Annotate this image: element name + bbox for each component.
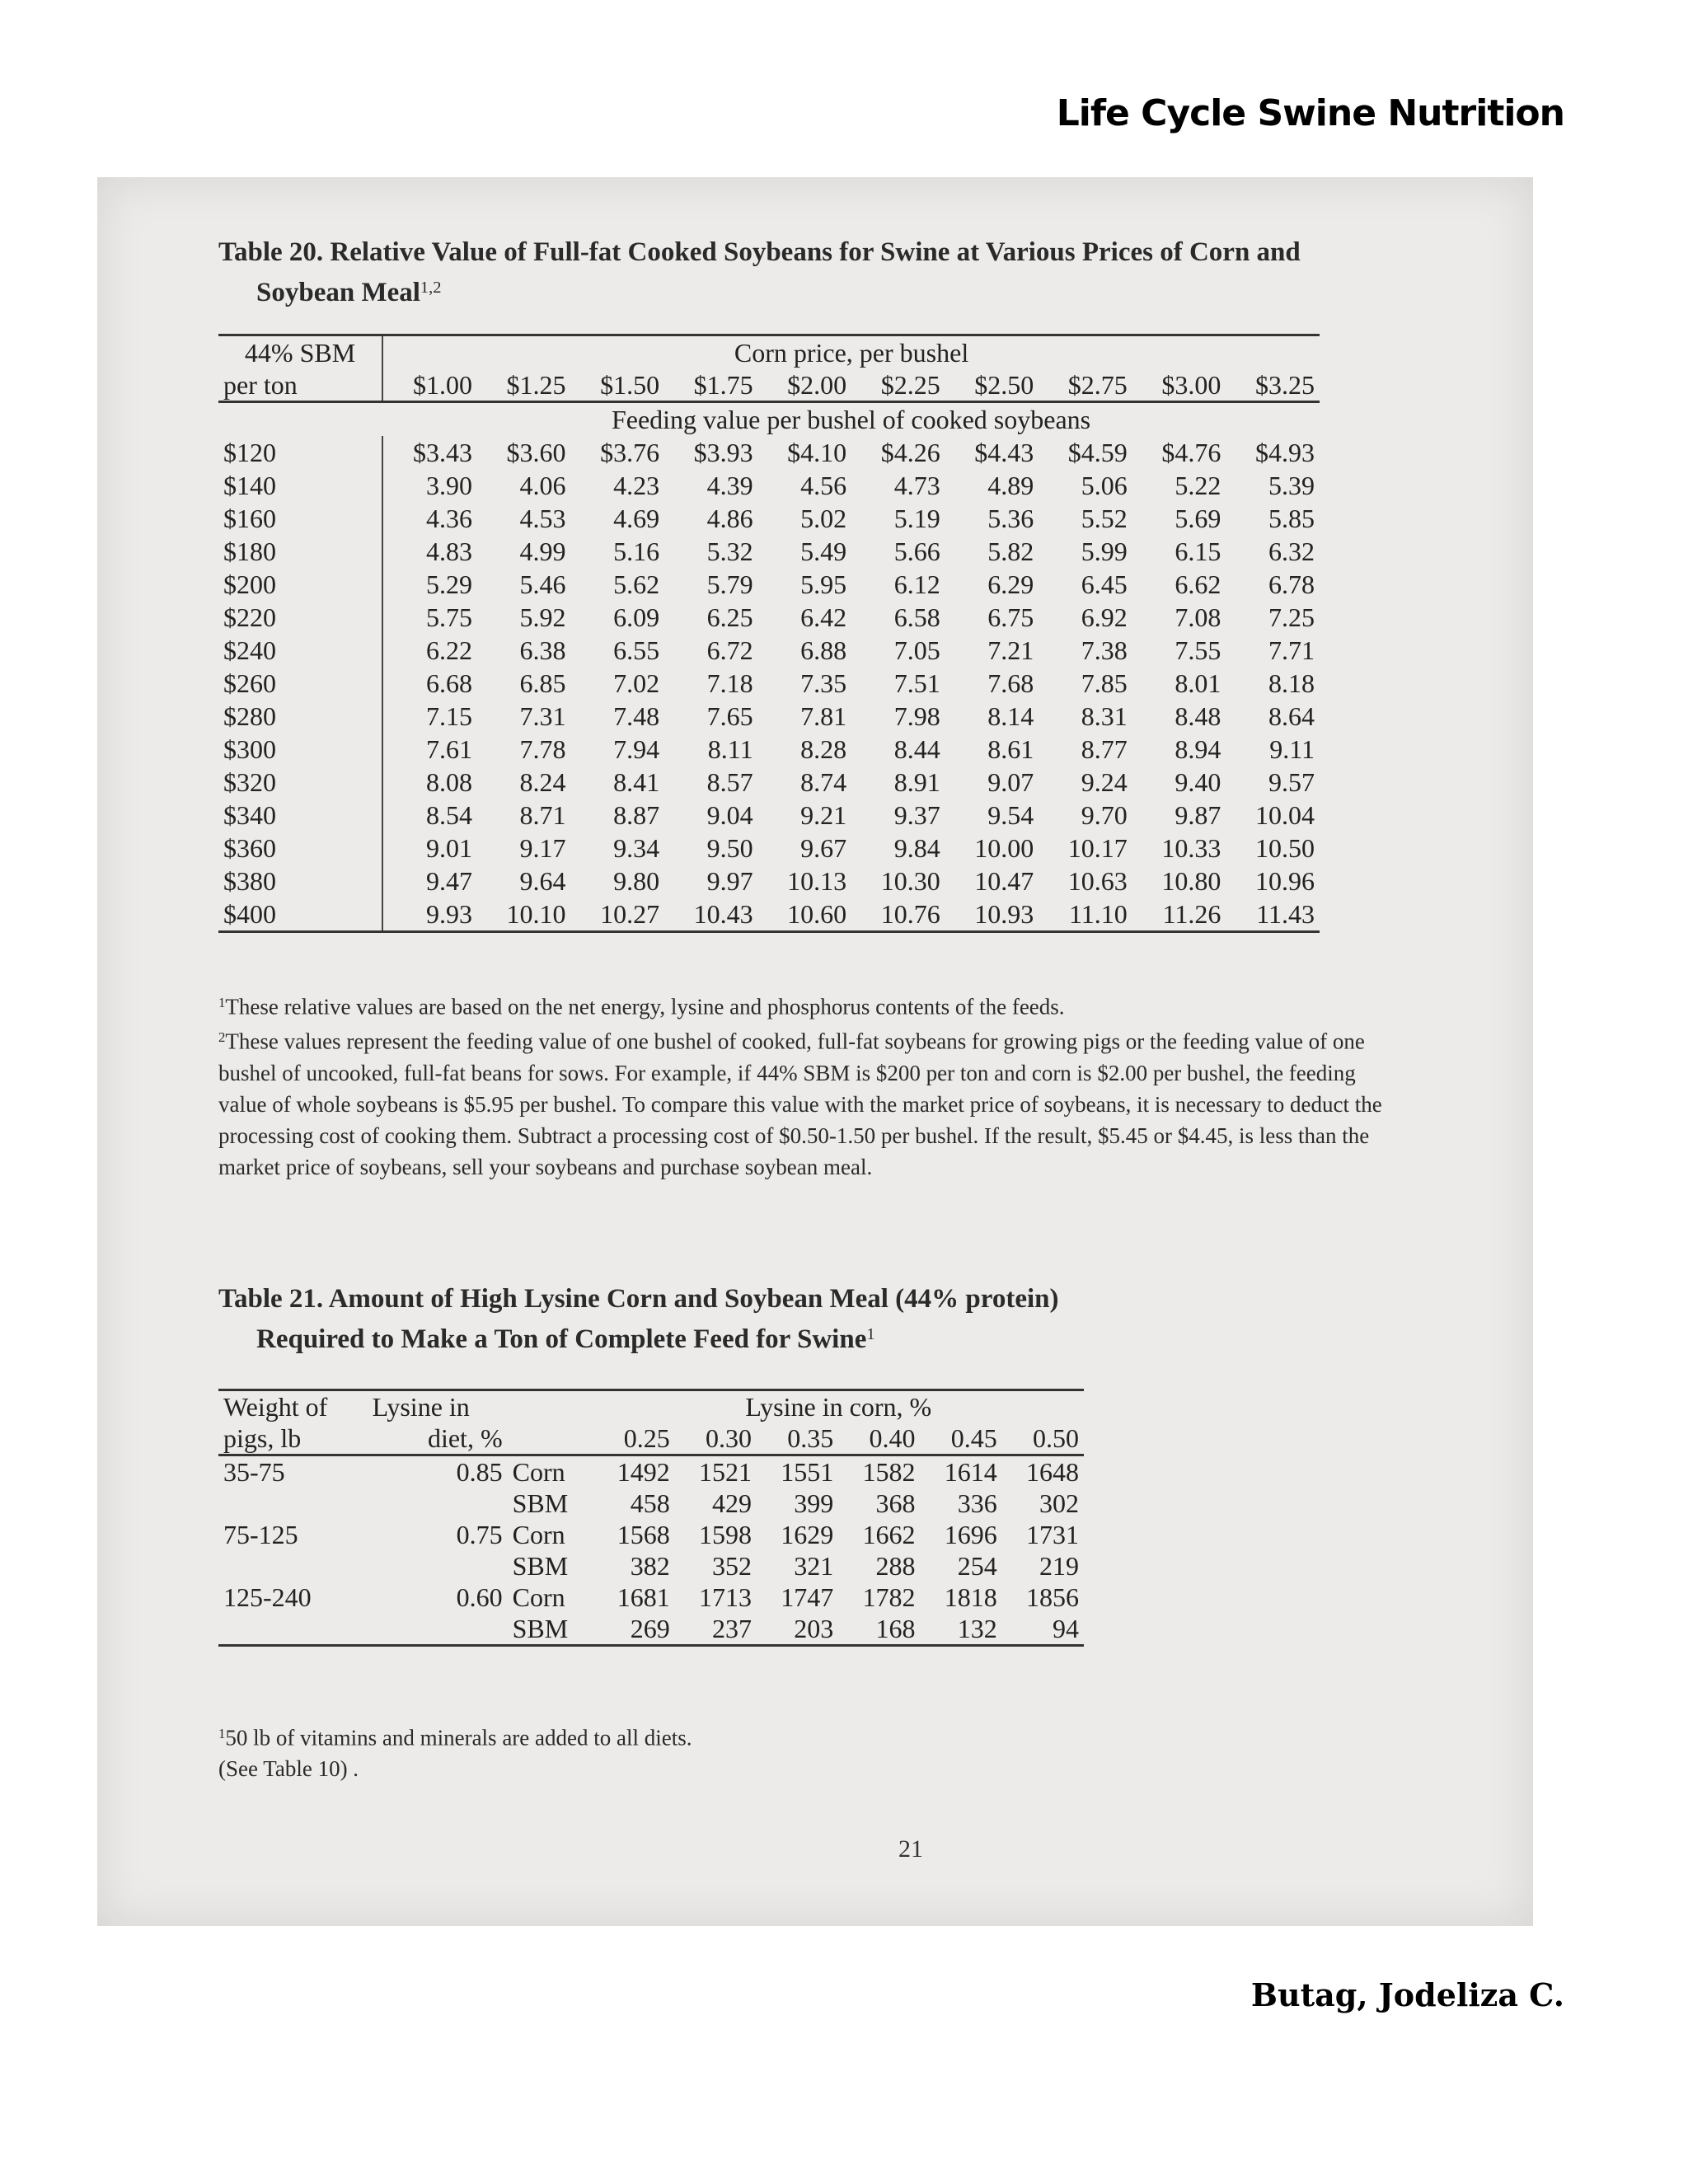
table-cell: 9.47 [425,866,472,896]
table-cell: 10.04 [1255,800,1315,830]
table-cell: 3.90 [425,471,472,500]
table-cell: 132 [920,1613,1001,1646]
table-cell: 4.69 [613,504,660,533]
table-cell: 10.27 [571,898,665,932]
table-cell: 352 [711,1551,752,1581]
table-cell: 237 [675,1613,757,1646]
table-cell: 11.10 [1039,898,1132,932]
table-cell: 9.87 [1175,800,1221,830]
table-cell: 10.33 [1161,833,1221,863]
table-cell: 4.73 [893,471,940,500]
table-cell: 10.30 [880,866,940,896]
table20-footnote-1: $^1$These relative values are based on the net energy, lysine and phosphorus contents of the feeds. [218,994,1065,1019]
table-cell: 6.68 [425,668,472,698]
table-cell: 11.43 [1226,898,1320,932]
feed-cell: Corn [512,1457,565,1487]
row-label: $340 [218,799,382,832]
table-cell: 7.98 [893,701,940,731]
table-cell: 7.71 [1268,635,1315,665]
table-cell: $3.93 [693,438,753,467]
table-cell: 8.54 [425,800,472,830]
table-cell: 9.70 [1081,800,1128,830]
table-cell: 6.15 [1175,537,1221,566]
table-cell: 10.43 [664,898,758,932]
table-cell: 5.75 [425,602,472,632]
empty-cell [368,1550,508,1582]
table-cell: 8.48 [1175,701,1221,731]
table21-column-header: 0.35 [757,1422,838,1455]
table-cell: 5.06 [1081,471,1128,500]
table-cell: 6.38 [519,635,566,665]
table-cell: 1629 [781,1520,834,1549]
table21-lysine-header-line2: diet, % [368,1422,508,1455]
table-cell: 7.61 [425,734,472,764]
table-row [218,667,1320,700]
table-cell: 1818 [944,1582,997,1612]
table20-header-row-1 [218,335,1320,370]
table-cell: 4.39 [706,471,753,500]
table21-column-header: 0.50 [1002,1422,1084,1455]
row-label: $280 [218,700,382,733]
table-cell: 5.49 [800,537,847,566]
table-cell: 7.18 [706,668,753,698]
row-label: $260 [218,667,382,700]
table-cell: 7.85 [1081,668,1128,698]
table20-row-header-line2: per ton [218,369,382,402]
table-row [218,1582,1084,1613]
running-header: Life Cycle Swine Nutrition [1056,92,1564,134]
table-cell: 5.52 [1081,504,1128,533]
table20-column-header: $2.50 [945,369,1039,402]
table21-column-header: 0.45 [920,1422,1001,1455]
row-label: $220 [218,601,382,634]
table-cell: 4.86 [706,504,753,533]
table20-subheader: Feeding value per bushel of cooked soybeans [611,405,1091,434]
table-row [218,766,1320,799]
table-cell: 8.91 [893,767,940,797]
table-cell: 6.22 [425,635,472,665]
table21 [218,1389,1084,1647]
table20-column-header: $1.00 [382,369,477,402]
table21-footnote-line2: (See Table 10) . [218,1756,359,1782]
table-cell: 9.21 [800,800,847,830]
table-cell: 219 [1039,1551,1079,1581]
table20-caption-footnote-marks: 1,2 [420,279,442,297]
table-cell: 7.31 [519,701,566,731]
table-cell: 5.36 [987,504,1034,533]
feed-cell: SBM [508,1613,593,1646]
table-cell: 1648 [1026,1457,1079,1487]
row-label: $320 [218,766,382,799]
table-cell: 6.32 [1268,537,1315,566]
table-cell: $4.43 [974,438,1034,467]
table20-caption [218,235,1372,311]
table20-column-header: $3.25 [1226,369,1320,402]
table-cell: 4.53 [519,504,566,533]
table-cell: 302 [1039,1488,1079,1518]
table-cell: $4.76 [1161,438,1221,467]
table-row [218,568,1320,601]
table-cell: 1492 [617,1457,670,1487]
table-cell: 1696 [944,1520,997,1549]
table-row [218,502,1320,535]
table20-footnote-2: $^2$These values represent the feeding value of one bushel of cooked, full-fat soybeans for growing pigs or the feeding value of one bushel of uncooked, full-fat beans for sows. For example, if 44% SBM is $200 per ton and corn is $2.00 per bushel, the feeding value of whole soybeans is $5.95 per bushel. To compare this value with the market price of soybeans, it is necessary to deduct the processing cost of cooking them. Subtract a processing cost of $0.50-1.50 per bushel. If the result, $5.45 or $4.45, is less than the market price of soybeans, sell your soybeans and purchase soybean meal. [218,1029,1382,1179]
table21-footnote [218,1718,960,1784]
table-cell: 8.14 [987,701,1034,731]
table-cell: 5.16 [613,537,660,566]
table-cell: 4.83 [425,537,472,566]
table-cell: 4.36 [425,504,472,533]
table-cell: 6.62 [1175,569,1221,599]
table-cell: 10.60 [758,898,852,932]
table20-column-header: $2.75 [1039,369,1132,402]
row-label: $240 [218,634,382,667]
table-cell: 10.47 [974,866,1034,896]
table-cell: 9.07 [987,767,1034,797]
table-cell: $4.59 [1067,438,1128,467]
table-cell: 6.58 [893,602,940,632]
row-label: $200 [218,568,382,601]
table-cell: 7.51 [893,668,940,698]
table-cell: 1614 [944,1457,997,1487]
feed-cell: SBM [512,1551,569,1581]
table21-caption-main: Table 21. Amount of High Lysine Corn and Soybean Meal (44% protein) [218,1284,1059,1314]
table-cell: 6.85 [519,668,566,698]
table-row [218,1455,1084,1488]
row-label: $180 [218,535,382,568]
table20-container [218,334,1320,933]
table20-column-header: $2.00 [758,369,852,402]
table-cell: 4.23 [613,471,660,500]
table-cell: 203 [757,1613,838,1646]
table-cell: 8.71 [519,800,566,830]
table-cell: 6.78 [1268,569,1315,599]
table20-column-header: $2.25 [851,369,945,402]
table-cell: 5.02 [800,504,847,533]
table21-header-row-2 [218,1422,1084,1455]
empty-cell [368,1613,508,1646]
table-cell: 7.55 [1175,635,1221,665]
table-row [218,436,1320,469]
table-cell: 10.76 [851,898,945,932]
table-cell: 382 [630,1551,670,1581]
table-cell: 9.04 [706,800,753,830]
table20-header-row-2 [218,369,1320,402]
table-row [218,1613,1084,1646]
table-cell: 254 [957,1551,997,1581]
table-cell: 9.37 [893,800,940,830]
table-row [218,733,1320,766]
table-cell: 9.67 [800,833,847,863]
table-row [218,634,1320,667]
table-row [218,1550,1084,1582]
table20-footnotes [218,987,1389,1183]
scanned-page [97,177,1533,1926]
empty-cell [218,1488,368,1519]
row-label: $300 [218,733,382,766]
table-cell: 6.72 [706,635,753,665]
table-cell: 94 [1002,1613,1084,1646]
table-cell: 7.35 [800,668,847,698]
row-label: $120 [218,436,382,469]
empty-cell [218,1550,368,1582]
table-cell: 429 [711,1488,752,1518]
table20-caption-main: Table 20. Relative Value of Full-fat Cooked Soybeans for Swine at Various Prices of Corn and [218,237,1301,267]
table-cell: $3.60 [506,438,566,467]
table-cell: 9.40 [1175,767,1221,797]
table-cell: 9.97 [706,866,753,896]
table-cell: 8.24 [519,767,566,797]
table21-column-header: 0.40 [838,1422,920,1455]
table-row [218,469,1320,502]
table-row [218,700,1320,733]
row-label: $140 [218,469,382,502]
table20-column-header: $1.75 [664,369,758,402]
table-cell: 1551 [781,1457,834,1487]
table-cell: 1681 [617,1582,670,1612]
table-cell: 5.22 [1175,471,1221,500]
table-row [218,535,1320,568]
table-cell: 368 [875,1488,916,1518]
table-cell: 9.80 [613,866,660,896]
table-cell: $3.76 [600,438,660,467]
table-cell: 7.21 [987,635,1034,665]
table-cell: 10.63 [1067,866,1128,896]
table21-group-header: Lysine in corn, % [593,1390,1084,1423]
table-row [218,1519,1084,1550]
table-cell: 7.25 [1268,602,1315,632]
table-cell: 7.38 [1081,635,1128,665]
table-row [218,601,1320,634]
table-cell: 6.09 [613,602,660,632]
table-cell: 5.62 [613,569,660,599]
table-row [218,799,1320,832]
table-cell: 9.54 [987,800,1034,830]
feed-cell: Corn [512,1582,565,1612]
table-cell: 8.94 [1175,734,1221,764]
table-cell: 4.56 [800,471,847,500]
table21-caption-footnote-mark: 1 [866,1325,875,1343]
table-cell: 8.11 [707,734,753,764]
table-row [218,865,1320,898]
table-cell: 8.87 [613,800,660,830]
table-cell: 1747 [781,1582,834,1612]
table-cell: 1598 [698,1520,752,1549]
table-cell: 7.81 [800,701,847,731]
table-cell: 8.31 [1081,701,1128,731]
table-cell: 9.64 [519,866,566,896]
table21-footnote-line1: $^1$50 lb of vitamins and minerals are added to all diets. [218,1725,692,1750]
table-cell: 321 [794,1551,834,1581]
table-cell: 1662 [862,1520,916,1549]
table-row [218,832,1320,865]
table-cell: 5.99 [1081,537,1128,566]
table-cell: 1782 [862,1582,916,1612]
table21-lysine-header-line1: Lysine in [368,1390,508,1423]
table21-container [218,1389,1084,1647]
table-cell: $4.10 [787,438,847,467]
table20-row-header-line1: 44% SBM [218,335,382,370]
table-cell: 9.17 [519,833,566,863]
table-cell: 9.57 [1268,767,1315,797]
table-cell: 8.41 [613,767,660,797]
table-cell: 8.08 [425,767,472,797]
table-cell: 7.05 [893,635,940,665]
feed-cell: SBM [512,1488,569,1518]
table-cell: 10.93 [945,898,1039,932]
table-cell: $4.26 [880,438,940,467]
table-cell: 1713 [698,1582,752,1612]
table-cell: 6.75 [987,602,1034,632]
table-cell: 8.77 [1081,734,1128,764]
table-cell: 1731 [1026,1520,1079,1549]
empty-cell [368,1488,508,1519]
table20-body [218,402,1320,932]
table-cell: $3.43 [412,438,472,467]
table-cell: 8.44 [893,734,940,764]
table-cell: 7.15 [425,701,472,731]
table-cell: 7.48 [613,701,660,731]
lysine-cell: 0.60 [456,1582,503,1612]
page-number: 21 [898,1835,923,1863]
table20-caption-continuation: Soybean Meal$^{1,2}$ [256,278,442,308]
table-cell: 458 [630,1488,670,1518]
empty-cell [218,1613,368,1646]
table-cell: 399 [794,1488,834,1518]
table-cell: 336 [957,1488,997,1518]
table-cell: 9.84 [893,833,940,863]
author-footer: Butag, Jodeliza C. [1250,1976,1564,2013]
table-cell: 5.19 [893,504,940,533]
table-cell: 1568 [617,1520,670,1549]
table21-column-header: 0.30 [675,1422,757,1455]
table-cell: 6.29 [987,569,1034,599]
table-cell: 5.82 [987,537,1034,566]
table21-header-row-1 [218,1390,1084,1423]
table-cell: 7.02 [613,668,660,698]
table21-weight-header-line1: Weight of [218,1390,368,1423]
table20-column-header: $3.00 [1132,369,1226,402]
row-label: $360 [218,832,382,865]
table20-group-header: Corn price, per bushel [382,335,1320,370]
table21-weight-header-line2: pigs, lb [218,1422,368,1455]
lysine-cell: 0.75 [456,1520,503,1549]
table-cell: 10.10 [477,898,571,932]
table-cell: 9.50 [706,833,753,863]
table-cell: 7.78 [519,734,566,764]
table-row [218,898,1320,932]
table-row [218,1488,1084,1519]
table-cell: 9.01 [425,833,472,863]
table-cell: 5.29 [425,569,472,599]
table-cell: 7.68 [987,668,1034,698]
table-cell: 9.93 [382,898,477,932]
table-cell: 168 [838,1613,920,1646]
table-cell: $4.93 [1255,438,1315,467]
table-cell: 7.08 [1175,602,1221,632]
table21-caption-continuation: Required to Make a Ton of Complete Feed for Swine$^1$ [256,1324,875,1355]
row-label: $400 [218,898,382,932]
table-cell: 6.42 [800,602,847,632]
table-cell: 1521 [698,1457,752,1487]
lysine-cell: 0.85 [456,1457,503,1487]
weight-cell: 75-125 [223,1520,298,1549]
table-cell: 7.65 [706,701,753,731]
table-cell: 4.89 [987,471,1034,500]
table-cell: 5.85 [1268,504,1315,533]
table-cell: 5.32 [706,537,753,566]
row-label: $380 [218,865,382,898]
table-cell: 1856 [1026,1582,1079,1612]
table-cell: 288 [875,1551,916,1581]
table-cell: 10.17 [1067,833,1128,863]
table-cell: 5.39 [1268,471,1315,500]
table-cell: 4.06 [519,471,566,500]
table-cell: 7.94 [613,734,660,764]
table20-column-header: $1.50 [571,369,665,402]
table-cell: 10.00 [974,833,1034,863]
table-cell: 6.12 [893,569,940,599]
table-cell: 8.01 [1175,668,1221,698]
table-cell: 6.92 [1081,602,1128,632]
table-cell: 8.28 [800,734,847,764]
table-cell: 8.18 [1268,668,1315,698]
table-cell: 9.11 [1269,734,1315,764]
table21-column-header: 0.25 [593,1422,675,1455]
table-cell: 5.46 [519,569,566,599]
table-cell: 8.61 [987,734,1034,764]
table-cell: 6.55 [613,635,660,665]
table20-column-header: $1.25 [477,369,571,402]
table-cell: 10.13 [787,866,847,896]
table-cell: 269 [593,1613,675,1646]
table-cell: 8.64 [1268,701,1315,731]
table-cell: 6.45 [1081,569,1128,599]
feed-cell: Corn [512,1520,565,1549]
table-cell: 6.88 [800,635,847,665]
table21-caption [218,1282,1207,1357]
table-cell: 9.24 [1081,767,1128,797]
table20-subheader-row [218,402,1320,437]
table-cell: 8.57 [706,767,753,797]
table20 [218,334,1320,933]
table-cell: 5.69 [1175,504,1221,533]
table-cell: 9.34 [613,833,660,863]
table-cell: 6.25 [706,602,753,632]
table-cell: 1582 [862,1457,916,1487]
table-cell: 5.66 [893,537,940,566]
table-cell: 5.92 [519,602,566,632]
table-cell: 10.96 [1255,866,1315,896]
table-cell: 11.26 [1132,898,1226,932]
table-cell: 10.50 [1255,833,1315,863]
table-cell: 5.95 [800,569,847,599]
row-label: $160 [218,502,382,535]
table-cell: 10.80 [1161,866,1221,896]
table-cell: 4.99 [519,537,566,566]
weight-cell: 125-240 [223,1582,312,1612]
weight-cell: 35-75 [223,1457,285,1487]
table21-body [218,1455,1084,1646]
table-cell: 5.79 [706,569,753,599]
table-cell: 8.74 [800,767,847,797]
